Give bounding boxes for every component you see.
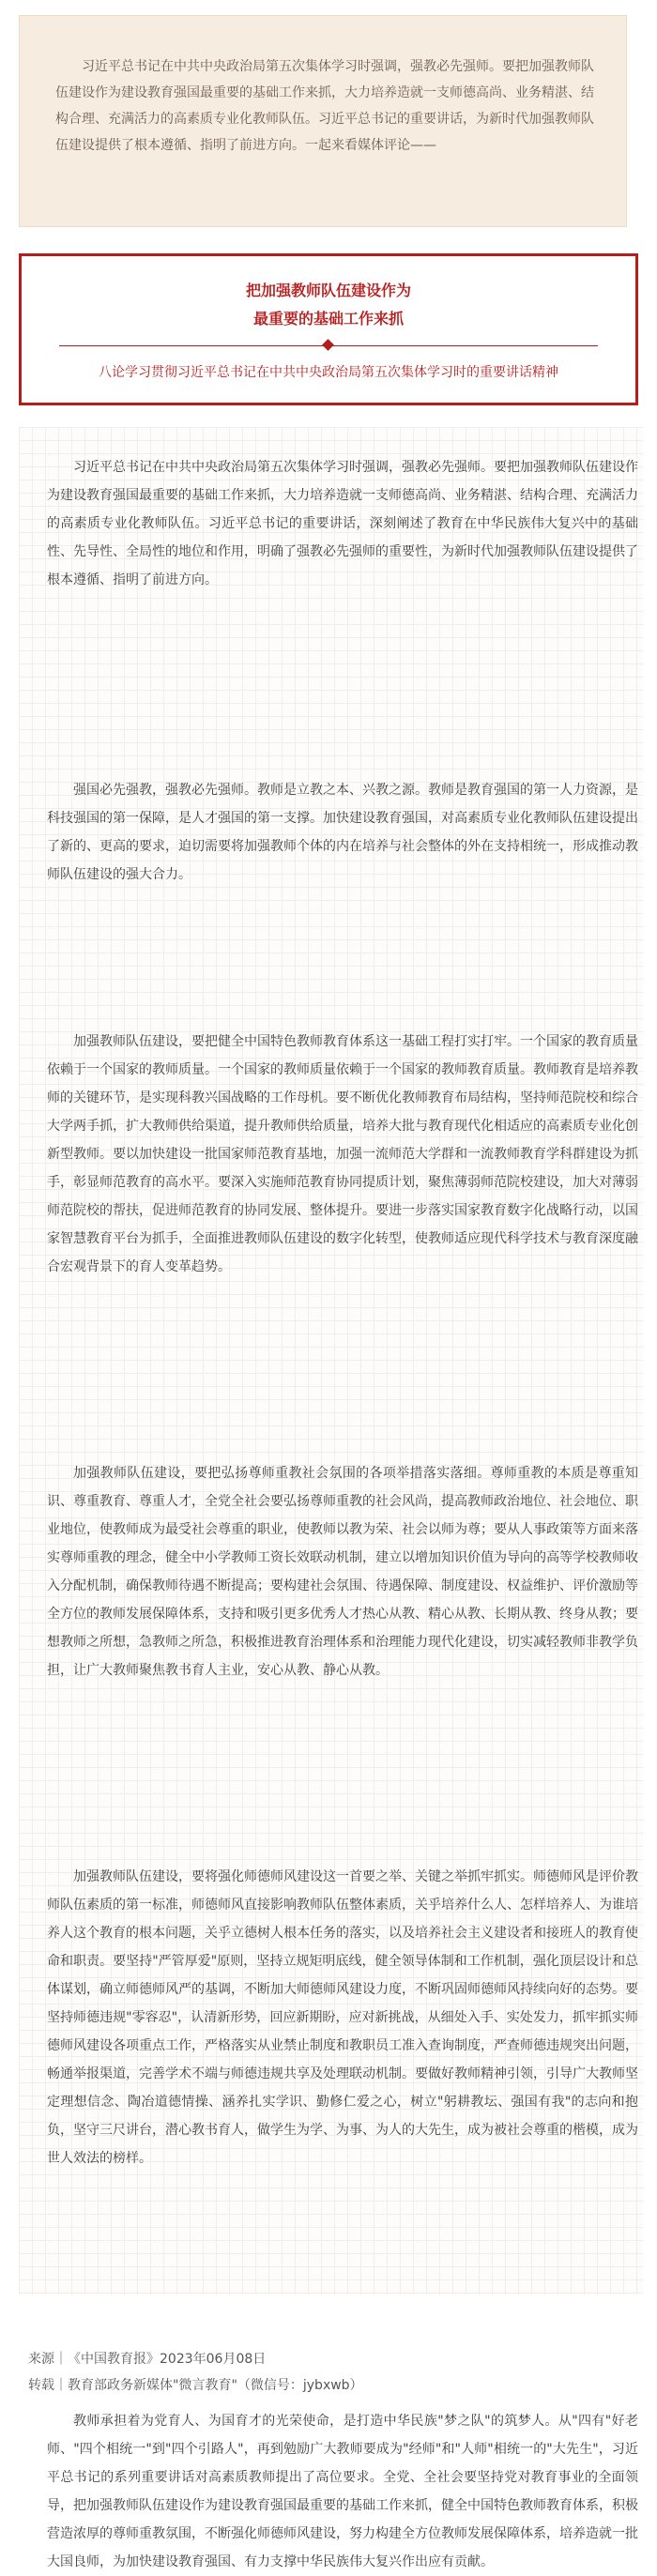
intro-text: 习近平总书记在中共中央政治局第五次集体学习时强调，强教必先强师。要把加强教师队伍建设作为建设教育强国最重要的基础工作来抓，大力培养造就一支师德高尚、业务精湛、结构合理、充满活力的高素质专业化教师队伍。习近平总书记的重要讲话，为新时代加强教师队伍建设提供了根本遵循、指明了前进方向。一起来看媒体评论—— [55, 59, 594, 153]
article-paragraph: 加强教师队伍建设，要把弘扬尊师重教社会氛围的各项举措落实落细。尊师重教的本质是尊重知识、尊重教育、尊重人才，全党全社会要弘扬尊师重教的社会风尚，提高教师政治地位、社会地位、职业地位，使教师成为最受社会尊重的职业，使教师以教为荣、社会以师为尊；要从人事政策等方面来落实尊师重教的理念，健全中小学教师工资长效联动机制，建立以增加知识价值为导向的高等学校教师收入分配机制，确保教师待遇不断提高；要构建社会氛围、待遇保障、制度建设、权益维护、评价激励等全方位的教师发展保障体系，支持和吸引更多优秀人才热心从教、精心从教、长期从教、终身从教；要想教师之所想，急教师之所急，积极推进教育治理体系和治理能力现代化建设，切实减轻教师非教学负担，让广大教师聚焦教书育人主业，安心从教、静心从教。 [47, 1466, 638, 1678]
article-paragraph: 教师承担着为党育人、为国育才的光荣使命，是打造中华民族"梦之队"的筑梦人。从"四有"好老师、"四个相统一"到"四个引路人"，再到勉励广大教师要成为"经师"和"人师"相统一的"大先生"，习近平总书记的系列重要讲话对高素质教师提出了高位要求。全党、全社会要坚持党对教育事业的全面领导，把加强教师队伍建设作为建设教育强国最重要的基础工作来抓，健全中国特色教师教育体系，积极营造浓厚的尊师重教氛围，不断强化师德师风建设，努力构建全方位教师发展保障体系，培养造就一批大国良师，为加快建设教育强国、有力支撑中华民族伟大复兴作出应有贡献。 [47, 2414, 638, 2569]
article-paragraph: 加强教师队伍建设，要把健全中国特色教师教育体系这一基础工程打实打牢。一个国家的教育质量依赖于一个国家的教师质量。一个国家的教师质量依赖于一个国家的教师教育质量。教师教育是培养教师的关键环节，是实现科教兴国战略的工作母机。要不断优化教师教育布局结构，坚持师范院校和综合大学两手抓，扩大教师供给渠道，提升教师供给质量，培养大批与教育现代化相适应的高素质专业化创新型教师。要以加快建设一批国家师范教育基地，加强一流师范大学群和一流教师教育学科群建设为抓手，彰显师范教育的高水平。要深入实施师范教育协同提质计划，聚焦薄弱师范院校建设，加大对薄弱师范院校的帮扶，促进师范教育的协同发展、整体提升。要进一步落实国家教育数字化战略行动，以国家智慧教育平台为抓手，全面推进教师队伍建设的数字化转型，使教师适应现代科学技术与教育深度融合宏观背景下的育人变革趋势。 [47, 1034, 638, 1274]
footer-repost: 转载｜教育部政务新媒体"微言教育"（微信号：jybxwb） [28, 2378, 363, 2393]
diamond-ornament-icon [322, 339, 334, 351]
article-title-box [19, 253, 638, 405]
footer [28, 2346, 363, 2399]
article-paragraph: 强国必先强教，强教必先强师。教师是立教之本、兴教之源。教师是教育强国的第一人力资源，是科技强国的第一保障，是人才强国的第一支撑。加快建设教育强国，对高素质专业化教师队伍建设提出了新的、更高的要求，迫切需要将加强教师个体的内在培养与社会整体的外在支持相统一，形成推动教师队伍建设的强大合力。 [47, 783, 638, 882]
article-subtitle: 八论学习贯彻习近平总书记在中共中央政治局第五次集体学习时的重要讲话精神 [99, 365, 558, 380]
article-paragraph: 加强教师队伍建设，要将强化师德师风建设这一首要之举、关键之举抓牢抓实。师德师风是评价教师队伍素质的第一标准，师德师风直接影响教师队伍整体素质，关乎培养什么人、怎样培养人、为谁培养人这个教育的根本问题，关乎立德树人根本任务的落实，以及培养社会主义建设者和接班人的教育使命和职责。要坚持"严管厚爱"原则，坚持立规矩明底线，健全领导体制和工作机制，强化顶层设计和总体谋划，确立师德师风严的基调，不断加大师德师风建设力度，不断巩固师德师风持续向好的态势。要坚持师德违规"零容忍"，认清新形势，回应新期盼，应对新挑战，从细处入手、实处发力，抓牢抓实师德师风建设各项重点工作，严格落实从业禁止制度和教职员工准入查询制度，严查师德违规突出问题，畅通举报渠道，完善学术不端与师德违规共享及处理联动机制。要做好教师精神引领，引导广大教师坚定理想信念、陶冶道德情操、涵养扎实学识、勤修仁爱之心，树立"躬耕教坛、强国有我"的志向和抱负，坚守三尺讲台，潜心教书育人，做学生为学、为事、为人的大先生，成为被社会尊重的楷模，成为世人效法的榜样。 [47, 1869, 638, 2166]
article-title-line-1: 把加强教师队伍建设作为 [245, 282, 411, 299]
intro-box [19, 15, 627, 227]
article-title-line-2: 最重要的基础工作来抓 [252, 310, 404, 328]
article-paragraph: 习近平总书记在中共中央政治局第五次集体学习时强调，强教必先强师。要把加强教师队伍建设作为建设教育强国最重要的基础工作来抓，大力培养造就一支师德高尚、业务精湛、结构合理、充满活力的高素质专业化教师队伍。习近平总书记的重要讲话，深刻阐述了教育在中华民族伟大复兴中的基础性、先导性、全局性的地位和作用，明确了强教必先强师的重要性，为新时代加强教师队伍建设提供了根本遵循、指明了前进方向。 [47, 460, 638, 587]
footer-source: 来源｜《中国教育报》2023年06月08日 [28, 2352, 267, 2367]
